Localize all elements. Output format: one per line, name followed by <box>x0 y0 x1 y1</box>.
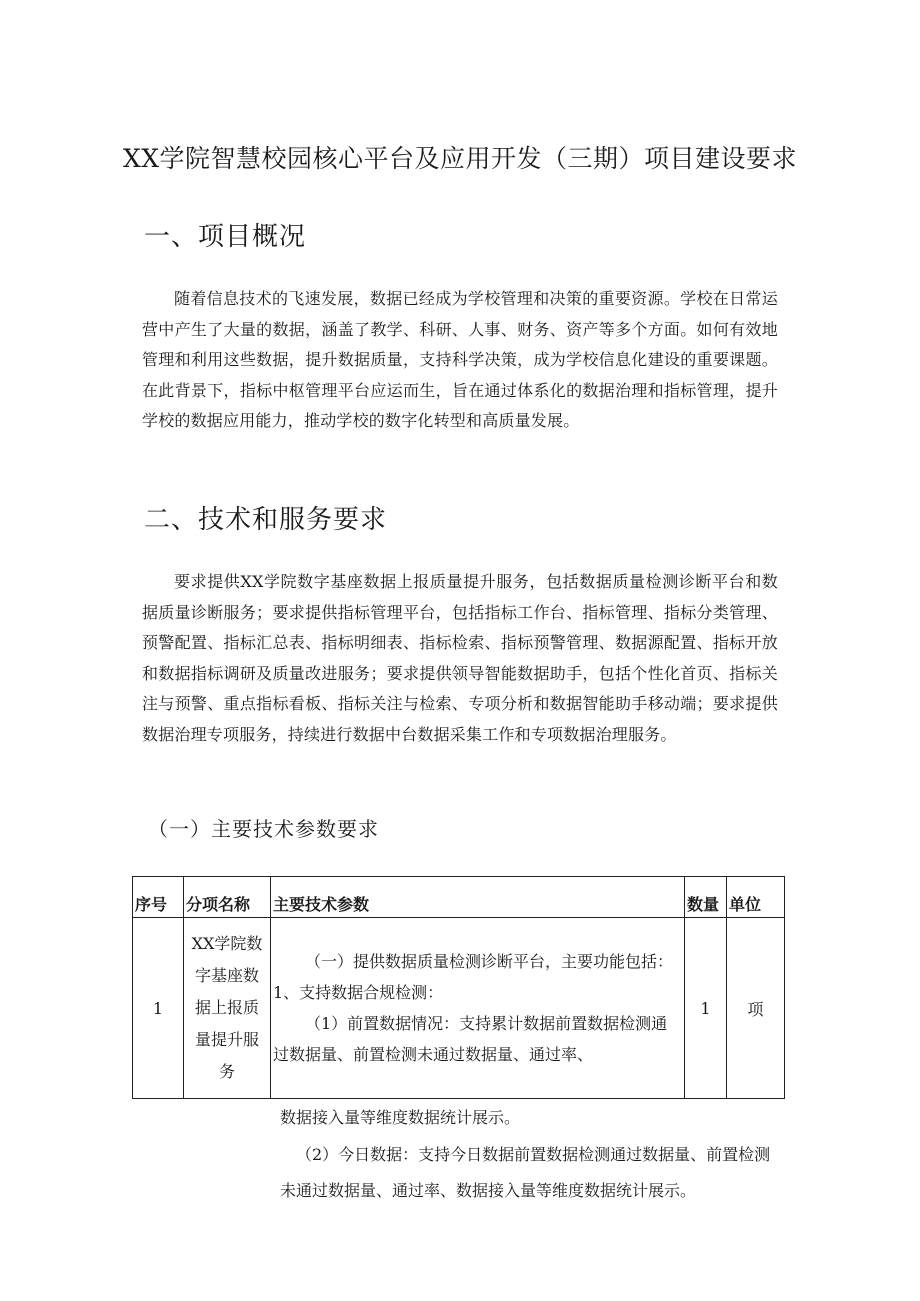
param-line-3: （1）前置数据情况：支持累计数据前置数据检测通过数据量、前置检测未通过数据量、通过率、 <box>273 1014 668 1064</box>
section-heading-requirements: 二、技术和服务要求 <box>144 505 388 535</box>
header-qty: 数量 <box>685 877 727 918</box>
overview-paragraph: 随着信息技术的飞速发展，数据已经成为学校管理和决策的重要资源。学校在日常运营中产生了大量的数据，涵盖了教学、科研、人事、财务、资产等多个方面。如何有效地管理和利用这些数据，提升数据质量，支持科学决策，成为学校信息化建设的重要课题。在此背景下，指标中枢管理平台应运而生，旨在通过体系化的数据治理和指标管理，提升学校的数据应用能力，推动学校的数字化转型和高质量发展。 <box>142 289 778 430</box>
document-title: XX学院智慧校园核心平台及应用开发（三期）项目建设要求 <box>122 144 798 173</box>
header-name: 分项名称 <box>184 877 271 918</box>
cell-no: 1 <box>133 918 184 1099</box>
param-line-1: （一）提供数据质量检测诊断平台，主要功能包括： <box>305 952 674 971</box>
cell-params <box>271 918 685 1099</box>
table-row <box>133 918 785 1099</box>
continuation-line-1: 数据接入量等维度数据统计展示。 <box>280 1108 521 1127</box>
cell-name: XX学院数字基座数据上报质量提升服务 <box>184 918 271 1099</box>
requirements-paragraph: 要求提供XX学院数字基座数据上报质量提升服务，包括数据质量检测诊断平台和数据质量诊断服务；要求提供指标管理平台，包括指标工作台、指标管理、指标分类管理、预警配置、指标汇总表、指标明细表、指标检索、指标预警管理、数据源配置、指标开放和数据指标调研及质量改进服务；要求提供领导智能数据助手，包括个性化首页、指标关注与预警、重点指标看板、指标关注与检索、专项分析和数据智能助手移动端；要求提供数据治理专项服务，持续进行数据中台数据采集工作和专项数据治理服务。 <box>142 572 778 744</box>
header-unit: 单位 <box>727 877 785 918</box>
tech-params-table <box>132 876 785 1099</box>
cell-qty: 1 <box>685 918 727 1099</box>
subsection-heading-tech-params: （一）主要技术参数要求 <box>148 817 379 841</box>
section-heading-overview: 一、项目概况 <box>144 222 307 252</box>
header-no: 序号 <box>133 877 184 918</box>
header-params: 主要技术参数 <box>271 877 685 918</box>
cell-unit: 项 <box>727 918 785 1099</box>
continuation-line-2: （2）今日数据：支持今日数据前置数据检测通过数据量、前置检测未通过数据量、通过率、数据接入量等维度数据统计展示。 <box>280 1145 771 1200</box>
param-line-2: 1、支持数据合规检测： <box>273 983 444 1002</box>
table-header-row <box>133 877 785 918</box>
